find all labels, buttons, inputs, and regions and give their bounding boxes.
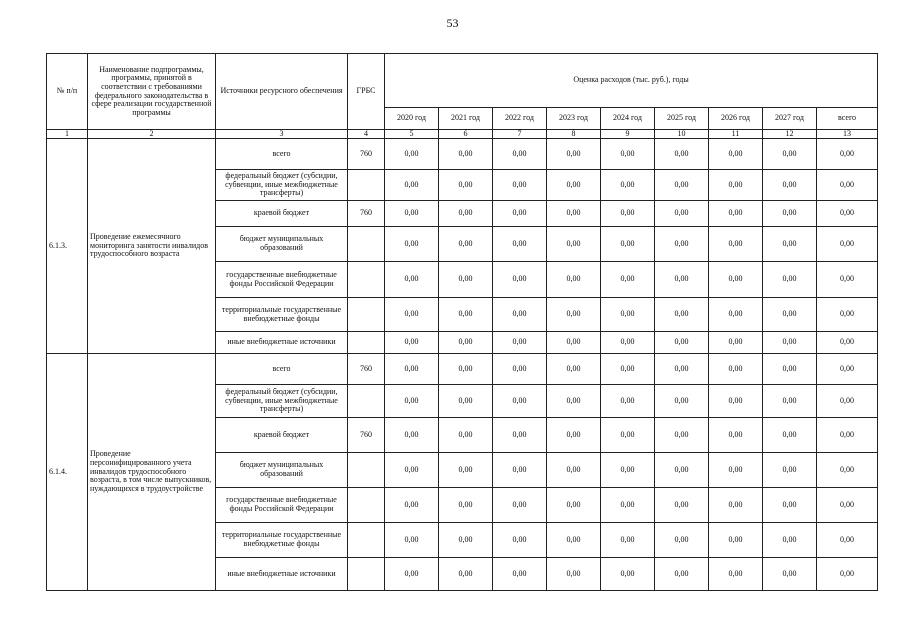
year-value: 0,00 [763, 418, 817, 453]
year-value: 0,00 [709, 201, 763, 227]
header-year-2026: 2026 год [709, 108, 763, 130]
header-year-2020: 2020 год [385, 108, 439, 130]
year-value: 0,00 [601, 418, 655, 453]
year-value: 0,00 [655, 227, 709, 262]
column-number: 10 [655, 130, 709, 139]
grbs-code: 760 [348, 201, 385, 227]
grbs-code: 760 [348, 418, 385, 453]
year-value: 0,00 [763, 298, 817, 332]
header-source: Источники ресурсного обеспечения [216, 54, 348, 130]
grbs-code: 760 [348, 139, 385, 170]
year-value: 0,00 [709, 332, 763, 354]
year-value: 0,00 [493, 488, 547, 523]
year-value: 0,00 [763, 139, 817, 170]
year-value: 0,00 [493, 558, 547, 591]
funding-source: иные внебюджетные источники [216, 332, 348, 354]
total-value: 0,00 [817, 170, 878, 201]
year-value: 0,00 [655, 298, 709, 332]
year-value: 0,00 [493, 385, 547, 418]
total-value: 0,00 [817, 262, 878, 298]
year-value: 0,00 [385, 385, 439, 418]
year-value: 0,00 [493, 139, 547, 170]
year-value: 0,00 [547, 385, 601, 418]
column-number: 11 [709, 130, 763, 139]
total-value: 0,00 [817, 354, 878, 385]
year-value: 0,00 [763, 453, 817, 488]
year-value: 0,00 [439, 298, 493, 332]
column-number: 12 [763, 130, 817, 139]
year-value: 0,00 [385, 170, 439, 201]
year-value: 0,00 [655, 523, 709, 558]
column-number: 5 [385, 130, 439, 139]
year-value: 0,00 [655, 385, 709, 418]
funding-source: иные внебюджетные источники [216, 558, 348, 591]
year-value: 0,00 [709, 453, 763, 488]
grbs-code [348, 385, 385, 418]
funding-source: всего [216, 354, 348, 385]
year-value: 0,00 [385, 558, 439, 591]
grbs-code [348, 332, 385, 354]
year-value: 0,00 [493, 523, 547, 558]
header-name: Наименование подпрограммы, программы, принятой в соответствии с требованиями федерального законодательства в сфере реализации государственной программы [88, 54, 216, 130]
header-year-2021: 2021 год [439, 108, 493, 130]
year-value: 0,00 [385, 354, 439, 385]
year-value: 0,00 [601, 170, 655, 201]
year-value: 0,00 [547, 488, 601, 523]
year-value: 0,00 [709, 227, 763, 262]
year-value: 0,00 [655, 418, 709, 453]
year-value: 0,00 [439, 523, 493, 558]
total-value: 0,00 [817, 201, 878, 227]
year-value: 0,00 [385, 332, 439, 354]
funding-source: всего [216, 139, 348, 170]
year-value: 0,00 [439, 558, 493, 591]
year-value: 0,00 [601, 227, 655, 262]
program-name: Проведение ежемесячного мониторинга занятости инвалидов трудоспособного возраста [88, 139, 216, 354]
grbs-code: 760 [348, 354, 385, 385]
page-number: 53 [446, 16, 459, 30]
row-number: 6.1.4. [47, 354, 88, 591]
year-value: 0,00 [547, 201, 601, 227]
year-value: 0,00 [493, 298, 547, 332]
total-value: 0,00 [817, 558, 878, 591]
year-value: 0,00 [601, 558, 655, 591]
total-value: 0,00 [817, 453, 878, 488]
year-value: 0,00 [547, 558, 601, 591]
year-value: 0,00 [385, 201, 439, 227]
year-value: 0,00 [709, 170, 763, 201]
header-year-2027: 2027 год [763, 108, 817, 130]
year-value: 0,00 [655, 262, 709, 298]
year-value: 0,00 [709, 488, 763, 523]
year-value: 0,00 [439, 418, 493, 453]
column-number-row [47, 130, 878, 139]
grbs-code [348, 523, 385, 558]
row-number: 6.1.3. [47, 139, 88, 354]
year-value: 0,00 [547, 453, 601, 488]
funding-source: краевой бюджет [216, 201, 348, 227]
funding-source: федеральный бюджет (субсидии, субвенции, иные межбюджетные трансферты) [216, 385, 348, 418]
year-value: 0,00 [709, 385, 763, 418]
funding-source: бюджет муниципальных образований [216, 453, 348, 488]
year-value: 0,00 [601, 523, 655, 558]
total-value: 0,00 [817, 139, 878, 170]
year-value: 0,00 [709, 262, 763, 298]
header-year-2025: 2025 год [655, 108, 709, 130]
year-value: 0,00 [763, 385, 817, 418]
year-value: 0,00 [547, 139, 601, 170]
total-value: 0,00 [817, 227, 878, 262]
year-value: 0,00 [763, 523, 817, 558]
year-value: 0,00 [601, 453, 655, 488]
year-value: 0,00 [493, 262, 547, 298]
total-value: 0,00 [817, 298, 878, 332]
header-year-2022: 2022 год [493, 108, 547, 130]
funding-source: государственные внебюджетные фонды Российской Федерации [216, 262, 348, 298]
year-value: 0,00 [709, 418, 763, 453]
year-value: 0,00 [601, 488, 655, 523]
year-value: 0,00 [439, 453, 493, 488]
year-value: 0,00 [439, 488, 493, 523]
year-value: 0,00 [709, 558, 763, 591]
year-value: 0,00 [547, 298, 601, 332]
year-value: 0,00 [385, 453, 439, 488]
year-value: 0,00 [547, 262, 601, 298]
year-value: 0,00 [547, 170, 601, 201]
funding-source: бюджет муниципальных образований [216, 227, 348, 262]
year-value: 0,00 [709, 139, 763, 170]
year-value: 0,00 [385, 418, 439, 453]
column-number: 8 [547, 130, 601, 139]
header-estimate: Оценка расходов (тыс. руб.), годы [385, 54, 878, 108]
column-number: 13 [817, 130, 878, 139]
column-number: 6 [439, 130, 493, 139]
year-value: 0,00 [763, 558, 817, 591]
year-value: 0,00 [493, 418, 547, 453]
year-value: 0,00 [385, 523, 439, 558]
funding-source: территориальные государственные внебюджетные фонды [216, 523, 348, 558]
year-value: 0,00 [655, 139, 709, 170]
year-value: 0,00 [601, 298, 655, 332]
grbs-code [348, 227, 385, 262]
year-value: 0,00 [601, 262, 655, 298]
year-value: 0,00 [709, 523, 763, 558]
table-row [47, 354, 878, 385]
budget-table [46, 53, 878, 591]
program-name: Проведение персонифицированного учета инвалидов трудоспособного возраста, в том числе выпускников, нуждающихся в трудоустройстве [88, 354, 216, 591]
year-value: 0,00 [601, 201, 655, 227]
year-value: 0,00 [547, 523, 601, 558]
year-value: 0,00 [439, 139, 493, 170]
year-value: 0,00 [547, 332, 601, 354]
year-value: 0,00 [655, 488, 709, 523]
grbs-code [348, 298, 385, 332]
grbs-code [348, 488, 385, 523]
year-value: 0,00 [763, 262, 817, 298]
header-grbs: ГРБС [348, 54, 385, 130]
year-value: 0,00 [547, 227, 601, 262]
year-value: 0,00 [385, 298, 439, 332]
year-value: 0,00 [439, 201, 493, 227]
year-value: 0,00 [385, 227, 439, 262]
year-value: 0,00 [385, 262, 439, 298]
year-value: 0,00 [493, 227, 547, 262]
header-num: № п/п [47, 54, 88, 130]
year-value: 0,00 [763, 170, 817, 201]
year-value: 0,00 [547, 354, 601, 385]
year-value: 0,00 [439, 354, 493, 385]
year-value: 0,00 [655, 558, 709, 591]
year-value: 0,00 [601, 139, 655, 170]
year-value: 0,00 [493, 201, 547, 227]
year-value: 0,00 [493, 332, 547, 354]
table-row [47, 139, 878, 170]
year-value: 0,00 [601, 385, 655, 418]
year-value: 0,00 [385, 488, 439, 523]
year-value: 0,00 [763, 201, 817, 227]
year-value: 0,00 [385, 139, 439, 170]
grbs-code [348, 453, 385, 488]
year-value: 0,00 [493, 354, 547, 385]
funding-source: государственные внебюджетные фонды Российской Федерации [216, 488, 348, 523]
year-value: 0,00 [439, 170, 493, 201]
year-value: 0,00 [601, 332, 655, 354]
column-number: 9 [601, 130, 655, 139]
year-value: 0,00 [655, 332, 709, 354]
funding-source: краевой бюджет [216, 418, 348, 453]
column-number: 2 [88, 130, 216, 139]
year-value: 0,00 [439, 227, 493, 262]
year-value: 0,00 [547, 418, 601, 453]
column-number: 3 [216, 130, 348, 139]
header-total: всего [817, 108, 878, 130]
header-year-2023: 2023 год [547, 108, 601, 130]
total-value: 0,00 [817, 385, 878, 418]
grbs-code [348, 262, 385, 298]
column-number: 4 [348, 130, 385, 139]
year-value: 0,00 [709, 354, 763, 385]
year-value: 0,00 [493, 170, 547, 201]
total-value: 0,00 [817, 488, 878, 523]
year-value: 0,00 [439, 262, 493, 298]
year-value: 0,00 [763, 488, 817, 523]
year-value: 0,00 [763, 332, 817, 354]
table-body [47, 139, 878, 591]
year-value: 0,00 [601, 354, 655, 385]
funding-source: территориальные государственные внебюджетные фонды [216, 298, 348, 332]
column-number: 1 [47, 130, 88, 139]
year-value: 0,00 [763, 227, 817, 262]
column-number: 7 [493, 130, 547, 139]
year-value: 0,00 [439, 385, 493, 418]
grbs-code [348, 558, 385, 591]
header-year-2024: 2024 год [601, 108, 655, 130]
year-value: 0,00 [763, 354, 817, 385]
year-value: 0,00 [493, 453, 547, 488]
total-value: 0,00 [817, 523, 878, 558]
funding-source: федеральный бюджет (субсидии, субвенции, иные межбюджетные трансферты) [216, 170, 348, 201]
year-value: 0,00 [655, 354, 709, 385]
year-value: 0,00 [439, 332, 493, 354]
grbs-code [348, 170, 385, 201]
total-value: 0,00 [817, 418, 878, 453]
total-value: 0,00 [817, 332, 878, 354]
year-value: 0,00 [709, 298, 763, 332]
year-value: 0,00 [655, 453, 709, 488]
year-value: 0,00 [655, 170, 709, 201]
year-value: 0,00 [655, 201, 709, 227]
